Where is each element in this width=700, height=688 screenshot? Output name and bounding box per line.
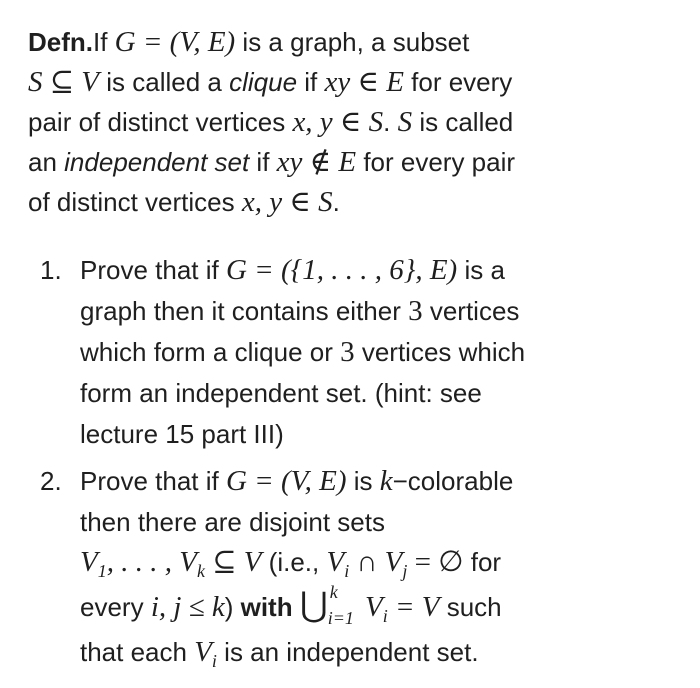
text: (i.e., <box>261 547 327 577</box>
text: is <box>346 466 380 496</box>
problem-1-line-5 <box>80 414 284 454</box>
text: if <box>297 67 325 97</box>
text: vertices <box>422 296 520 326</box>
math-subscript: i <box>211 651 217 672</box>
math-edge: xy ∈ E <box>324 66 404 98</box>
math-subscript: i <box>344 561 350 582</box>
text: lecture 15 part III) <box>80 419 284 449</box>
definition-line-4 <box>28 142 515 182</box>
term-clique: clique <box>229 67 298 97</box>
term-independent-set: independent set <box>64 147 250 177</box>
math-vertices: x, y ∈ S <box>292 106 384 138</box>
math-v: V <box>194 636 212 668</box>
math-v: V <box>357 591 383 623</box>
union-upper-limit: k <box>329 582 338 602</box>
text: an <box>28 147 65 177</box>
definition-line-2 <box>28 62 512 102</box>
text: of distinct vertices <box>28 187 242 217</box>
problem-2-line-1 <box>80 461 513 501</box>
text: . <box>332 187 340 217</box>
text: is an independent set. <box>216 637 479 667</box>
union-lower-limit: i=1 <box>327 608 354 628</box>
text: If <box>93 27 115 57</box>
union-limits <box>327 582 358 628</box>
text: −colorable <box>392 466 514 496</box>
definition-line-3 <box>28 102 513 142</box>
problem-2-line-2 <box>80 502 385 542</box>
math-intersection: ∩ V <box>349 546 403 578</box>
math-subset: ⊆ V <box>204 546 262 578</box>
math-vertices: x, y ∈ S <box>241 186 333 218</box>
text: is a <box>457 255 505 285</box>
math-k: k <box>379 465 393 497</box>
text: Prove that if <box>80 466 226 496</box>
math-s: S <box>397 106 413 138</box>
math-v: V <box>326 546 345 578</box>
math-v: V <box>80 546 98 578</box>
math-empty-set: = ∅ <box>407 546 464 578</box>
math-subscript: j <box>402 561 408 582</box>
problem-1-line-2 <box>80 291 519 331</box>
math-graph-six: G = ({1, . . . , 6}, E) <box>225 254 458 286</box>
bold-with: with <box>233 592 300 622</box>
text: graph then it contains either <box>80 296 409 326</box>
math-non-edge: xy ∉ E <box>276 146 357 178</box>
text: such <box>439 592 502 622</box>
math-subset: S ⊆ V <box>28 66 100 98</box>
text: if <box>249 147 277 177</box>
math-v-list: , . . . , V <box>106 546 197 578</box>
text: Prove that if <box>80 255 226 285</box>
text: pair of distinct vertices <box>28 107 293 137</box>
text: ) <box>224 592 234 622</box>
text: for every <box>403 67 513 97</box>
text: is a graph, a subset <box>235 27 470 57</box>
text: is called a <box>99 67 230 97</box>
text: is called <box>412 107 514 137</box>
text: for every pair <box>356 147 516 177</box>
math-three: 3 <box>408 295 423 327</box>
math-subscript: 1 <box>97 561 107 582</box>
list-number: 1. <box>40 255 62 285</box>
problem-2-line-5 <box>80 632 479 672</box>
definition-label: Defn. <box>28 27 93 57</box>
problem-1-line-4 <box>80 373 482 413</box>
math-graph: G = (V, E) <box>225 465 347 497</box>
problem-2-line-3 <box>80 542 501 582</box>
union-symbol: ⋃ <box>299 587 328 624</box>
definition-line-5 <box>28 182 340 222</box>
text: . <box>383 107 398 137</box>
text: for <box>463 547 502 577</box>
math-subscript: k <box>196 561 205 582</box>
text: which form a clique or <box>80 337 341 367</box>
text: vertices which <box>354 337 526 367</box>
math-indices: i, j ≤ k <box>150 591 225 623</box>
math-subscript: i <box>382 606 388 627</box>
problem-1-line-3 <box>80 332 525 372</box>
text: that each <box>80 637 195 667</box>
text: then there are disjoint sets <box>80 507 385 537</box>
list-number: 2. <box>40 466 62 496</box>
definition-line-1 <box>28 22 469 62</box>
math-three: 3 <box>340 336 355 368</box>
problem-2-line-4 <box>80 582 502 628</box>
math-graph: G = (V, E) <box>114 26 236 58</box>
math-equals-v: = V <box>387 591 440 623</box>
problem-1-line-1 <box>80 250 505 290</box>
text: every <box>80 592 151 622</box>
text: form an independent set. (hint: see <box>80 378 482 408</box>
